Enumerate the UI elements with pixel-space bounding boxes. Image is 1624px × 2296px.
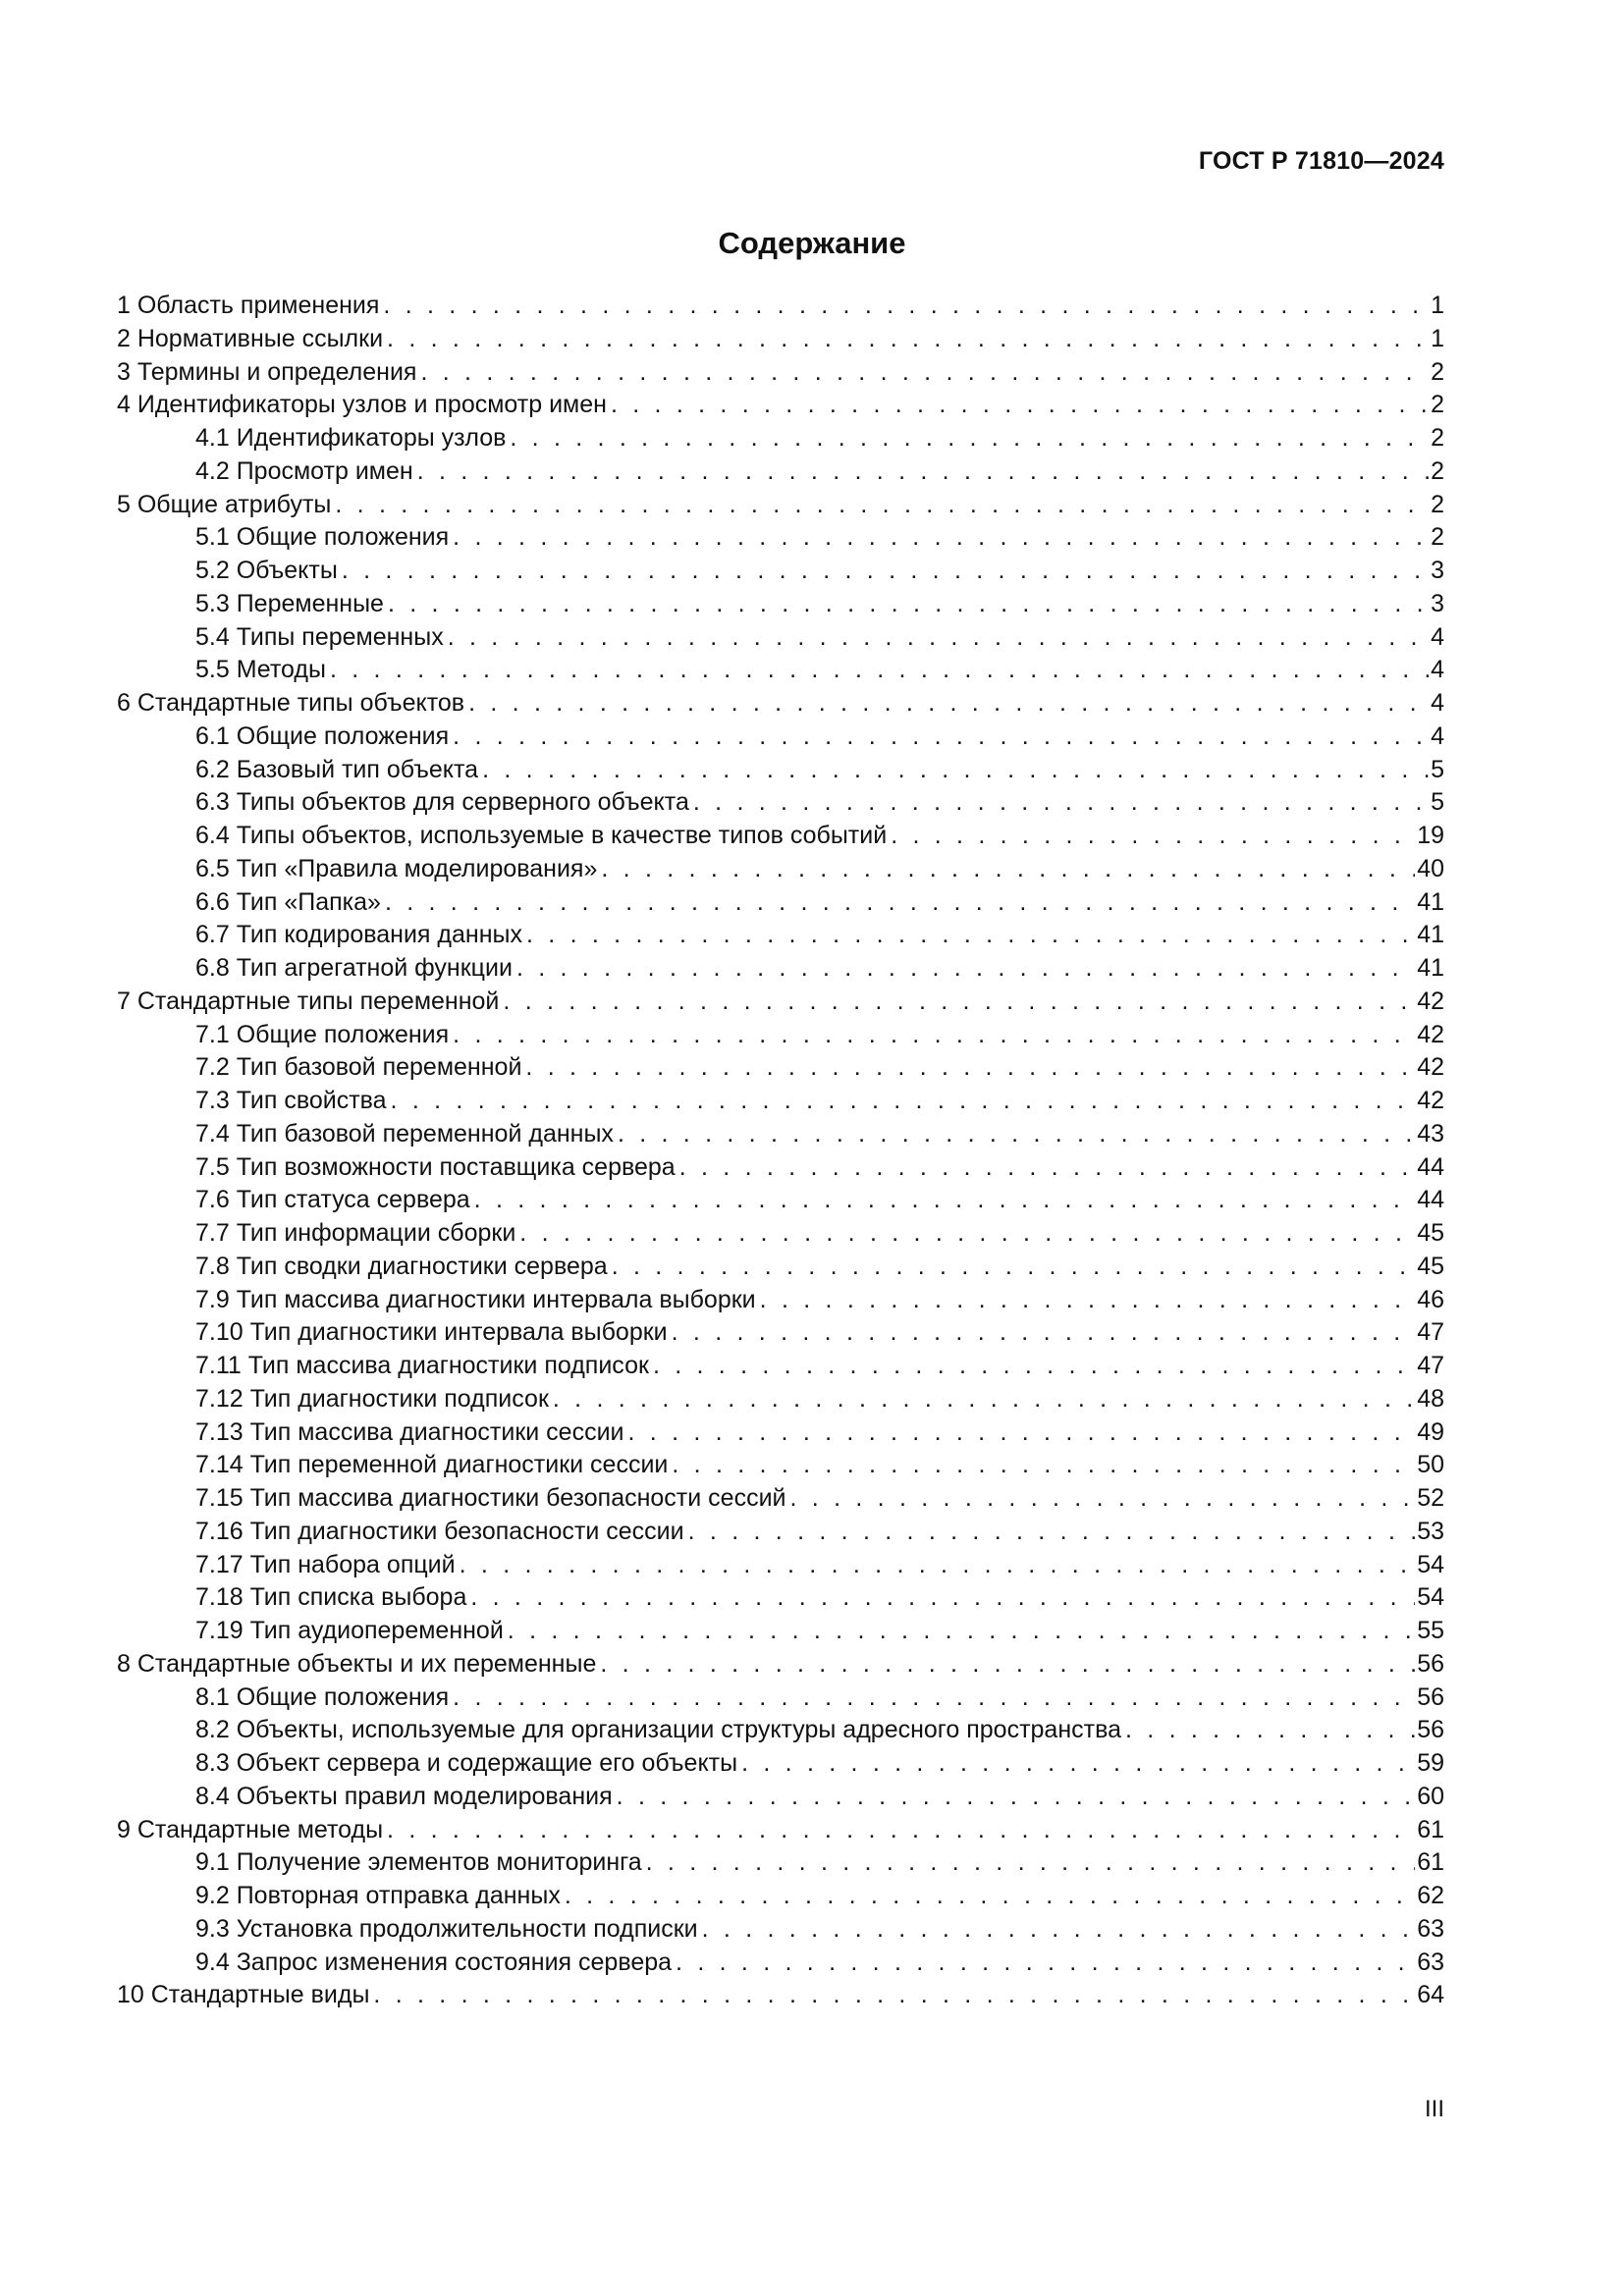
toc-dot-leader [453, 1019, 1415, 1052]
toc-dot-leader [693, 786, 1429, 820]
toc-dot-leader [387, 323, 1429, 356]
toc-entry-page: 2 [1431, 456, 1444, 485]
toc-entry-title: 7.11 Тип массива диагностики подписок [195, 1352, 649, 1379]
toc-dot-leader [688, 1516, 1416, 1549]
toc-entry [117, 1814, 1444, 1847]
toc-dot-leader [417, 455, 1429, 489]
toc-entry-title: 7 Стандартные типы переменной [117, 987, 500, 1015]
toc-entry-page: 47 [1417, 1352, 1444, 1379]
toc-entry-title: 7.14 Тип переменной диагностики сессии [195, 1451, 669, 1479]
toc-entry-title: 10 Стандартные виды [117, 1981, 370, 2009]
toc-entry-title: 4.2 Просмотр имен [195, 456, 413, 485]
toc-entry [117, 1151, 1444, 1185]
toc-dot-leader [474, 1184, 1416, 1217]
toc-entry [117, 919, 1444, 952]
toc-entry-page: 3 [1431, 589, 1444, 617]
toc-dot-leader [702, 1913, 1416, 1947]
toc-entry [117, 1184, 1444, 1217]
toc-entry [117, 1482, 1444, 1516]
toc-entry-page: 56 [1417, 1649, 1444, 1678]
toc-dot-leader [385, 886, 1415, 920]
toc-entry [117, 820, 1444, 853]
toc-entry-page: 48 [1417, 1384, 1444, 1413]
toc-entry [117, 1615, 1444, 1648]
toc-entry [117, 555, 1444, 588]
toc-entry-page: 49 [1417, 1417, 1444, 1446]
toc-dot-leader [565, 1880, 1415, 1913]
toc-dot-leader [741, 1747, 1415, 1781]
toc-dot-leader [460, 1549, 1416, 1582]
toc-dot-leader [676, 1947, 1415, 1980]
toc-entry [117, 886, 1444, 920]
toc-entry [117, 1682, 1444, 1715]
toc-dot-leader [335, 489, 1429, 522]
toc-dot-leader [453, 1682, 1415, 1715]
toc-dot-leader [1125, 1714, 1415, 1747]
toc-entry [117, 1880, 1444, 1913]
toc-entry-title: 6.3 Типы объектов для серверного объекта [195, 788, 689, 817]
toc-entry [117, 389, 1444, 422]
toc-dot-leader [373, 1979, 1415, 2012]
toc-dot-leader [618, 1118, 1415, 1151]
toc-entry-page: 4 [1431, 721, 1444, 750]
toc-dot-leader [601, 853, 1415, 886]
toc-dot-leader [891, 820, 1415, 853]
toc-dot-leader [600, 1648, 1415, 1682]
toc-entry [117, 1913, 1444, 1947]
toc-entry-title: 9.3 Установка продолжительности подписки [195, 1914, 698, 1943]
toc-dot-leader [790, 1482, 1416, 1516]
toc-dot-leader [448, 621, 1429, 655]
toc-dot-leader [470, 1581, 1415, 1615]
toc-title: Содержание [718, 226, 906, 260]
toc-entry-page: 19 [1417, 822, 1444, 849]
toc-entry-title: 7.18 Тип списка выбора [195, 1583, 467, 1612]
toc-entry-page: 56 [1417, 1682, 1444, 1711]
toc-entry-page: 2 [1431, 523, 1444, 552]
toc-entry [117, 1284, 1444, 1317]
toc-entry [117, 986, 1444, 1019]
toc-dot-leader [617, 1781, 1416, 1814]
toc-entry-title: 7.3 Тип свойства [195, 1087, 387, 1114]
toc-dot-leader [388, 588, 1429, 621]
page-number: III [1424, 2096, 1444, 2122]
toc-entry-title: 8.2 Объекты, используемые для организации структуры адресного пространства [195, 1716, 1121, 1744]
toc-entry-page: 54 [1417, 1550, 1444, 1578]
toc-entry-page: 62 [1417, 1882, 1444, 1909]
toc-entry [117, 1217, 1444, 1251]
toc-entry-title: 7.4 Тип базовой переменной данных [195, 1119, 614, 1148]
toc-entry [117, 1449, 1444, 1482]
toc-entry-title: 8.4 Объекты правил моделирования [195, 1782, 613, 1810]
toc-entry-page: 4 [1431, 656, 1444, 684]
toc-entry-page: 5 [1431, 755, 1444, 783]
toc-entry-title: 8.1 Общие положения [195, 1682, 450, 1711]
toc-entry-title: 4 Идентификаторы узлов и просмотр имен [117, 391, 607, 419]
toc-dot-leader [526, 919, 1415, 952]
table-of-contents [117, 290, 1444, 2012]
toc-entry-title: 7.17 Тип набора опций [195, 1550, 456, 1578]
toc-entry [117, 1118, 1444, 1151]
document-code: ГОСТ Р 71810—2024 [1198, 147, 1444, 175]
toc-entry-title: 5.4 Типы переменных [195, 622, 444, 651]
toc-entry-title: 7.2 Тип базовой переменной [195, 1053, 522, 1082]
toc-entry-title: 6.6 Тип «Папка» [195, 887, 381, 916]
toc-entry-title: 3 Термины и определения [117, 357, 417, 386]
toc-entry-page: 4 [1431, 622, 1444, 651]
toc-entry-page: 2 [1431, 357, 1444, 386]
toc-entry [117, 1747, 1444, 1781]
toc-entry-title: 7.15 Тип массива диагностики безопасности сессий [195, 1484, 786, 1512]
toc-entry-page: 1 [1431, 324, 1444, 352]
toc-dot-leader [391, 1085, 1416, 1118]
toc-dot-leader [383, 290, 1429, 323]
toc-entry [117, 588, 1444, 621]
toc-entry-title: 7.1 Общие положения [195, 1020, 450, 1048]
toc-entry-page: 5 [1431, 788, 1444, 817]
toc-entry [117, 721, 1444, 754]
toc-entry-title: 6.2 Базовый тип объекта [195, 755, 479, 783]
toc-entry-title: 7.5 Тип возможности поставщика сервера [195, 1152, 676, 1181]
toc-entry [117, 521, 1444, 555]
toc-entry-title: 7.16 Тип диагностики безопасности сессии [195, 1517, 684, 1545]
toc-entry-page: 41 [1417, 921, 1444, 949]
toc-entry-page: 46 [1417, 1285, 1444, 1313]
toc-entry [117, 1648, 1444, 1682]
toc-dot-leader [468, 687, 1429, 721]
toc-entry-page: 42 [1417, 987, 1444, 1015]
toc-entry-page: 54 [1417, 1583, 1444, 1612]
toc-entry-title: 1 Область применения [117, 292, 380, 319]
toc-entry [117, 654, 1444, 687]
toc-entry-title: 5.3 Переменные [195, 589, 384, 617]
toc-dot-leader [679, 1151, 1415, 1185]
toc-dot-leader [330, 654, 1429, 687]
toc-entry-title: 7.12 Тип диагностики подписок [195, 1384, 549, 1413]
toc-entry [117, 1085, 1444, 1118]
toc-entry [117, 952, 1444, 986]
toc-entry-title: 6.5 Тип «Правила моделирования» [195, 854, 598, 882]
toc-entry-page: 59 [1417, 1749, 1444, 1777]
toc-entry-page: 4 [1431, 689, 1444, 717]
toc-entry-title: 9.2 Повторная отправка данных [195, 1882, 561, 1909]
toc-entry [117, 1019, 1444, 1052]
toc-entry [117, 1947, 1444, 1980]
toc-entry [117, 1549, 1444, 1582]
toc-entry-page: 3 [1431, 557, 1444, 584]
toc-entry-page: 45 [1417, 1252, 1444, 1280]
toc-entry-title: 6.8 Тип агрегатной функции [195, 954, 513, 982]
toc-entry-title: 5.1 Общие положения [195, 523, 450, 552]
toc-dot-leader [612, 1251, 1416, 1284]
toc-entry [117, 1979, 1444, 2012]
toc-entry-page: 61 [1417, 1848, 1444, 1877]
toc-dot-leader [525, 1051, 1415, 1085]
toc-entry-page: 42 [1417, 1020, 1444, 1048]
toc-entry-page: 41 [1417, 887, 1444, 916]
toc-entry [117, 1350, 1444, 1383]
toc-dot-leader [453, 521, 1429, 555]
toc-entry-page: 43 [1417, 1119, 1444, 1148]
toc-entry-title: 6.7 Тип кодирования данных [195, 921, 522, 949]
toc-entry-title: 7.7 Тип информации сборки [195, 1219, 516, 1247]
toc-entry [117, 1781, 1444, 1814]
toc-entry-page: 50 [1417, 1451, 1444, 1479]
toc-entry-title: 7.9 Тип массива диагностики интервала выборки [195, 1285, 756, 1313]
toc-entry-page: 47 [1417, 1318, 1444, 1347]
toc-dot-leader [672, 1449, 1415, 1482]
toc-entry-page: 42 [1417, 1087, 1444, 1114]
toc-entry-page: 2 [1431, 424, 1444, 452]
toc-entry [117, 687, 1444, 721]
toc-entry-page: 55 [1417, 1617, 1444, 1644]
toc-entry-title: 2 Нормативные ссылки [117, 324, 384, 352]
toc-entry [117, 290, 1444, 323]
toc-entry-title: 7.10 Тип диагностики интервала выборки [195, 1318, 668, 1347]
toc-entry [117, 1714, 1444, 1747]
toc-entry-page: 42 [1417, 1053, 1444, 1082]
toc-entry-title: 9.1 Получение элементов мониторинга [195, 1848, 642, 1877]
toc-entry-page: 41 [1417, 954, 1444, 982]
toc-entry-title: 6 Стандартные типы объектов [117, 689, 465, 717]
toc-entry-page: 53 [1417, 1517, 1444, 1545]
toc-dot-leader [453, 721, 1429, 754]
toc-dot-leader [510, 422, 1429, 455]
toc-entry-title: 8.3 Объект сервера и содержащие его объекты [195, 1749, 738, 1777]
toc-entry-title: 6.4 Типы объектов, используемые в качестве типов событий [195, 822, 888, 849]
toc-entry-title: 5 Общие атрибуты [117, 490, 332, 518]
toc-entry-page: 40 [1417, 854, 1444, 882]
toc-entry-title: 7.8 Тип сводки диагностики сервера [195, 1252, 608, 1280]
toc-entry [117, 1416, 1444, 1450]
toc-dot-leader [342, 555, 1429, 588]
toc-entry [117, 1251, 1444, 1284]
toc-entry-page: 1 [1431, 292, 1444, 319]
toc-entry-page: 45 [1417, 1219, 1444, 1247]
toc-dot-leader [516, 952, 1415, 986]
toc-dot-leader [553, 1383, 1415, 1416]
toc-dot-leader [482, 754, 1429, 787]
toc-entry-page: 52 [1417, 1484, 1444, 1512]
toc-entry [117, 853, 1444, 886]
toc-entry-title: 4.1 Идентификаторы узлов [195, 424, 507, 452]
toc-entry-page: 63 [1417, 1914, 1444, 1943]
toc-dot-leader [420, 356, 1429, 390]
toc-entry-page: 2 [1431, 490, 1444, 518]
toc-entry [117, 1516, 1444, 1549]
toc-dot-leader [760, 1284, 1416, 1317]
toc-entry [117, 356, 1444, 390]
toc-dot-leader [503, 986, 1415, 1019]
toc-entry [117, 489, 1444, 522]
toc-entry-page: 61 [1417, 1815, 1444, 1843]
toc-entry [117, 1581, 1444, 1615]
toc-entry [117, 786, 1444, 820]
toc-entry-title: 5.5 Методы [195, 656, 326, 684]
toc-dot-leader [611, 389, 1429, 422]
toc-entry-page: 63 [1417, 1948, 1444, 1976]
toc-entry [117, 1846, 1444, 1880]
toc-entry-page: 44 [1417, 1186, 1444, 1214]
toc-dot-leader [519, 1217, 1415, 1251]
toc-entry-title: 7.19 Тип аудиопеременной [195, 1617, 504, 1644]
toc-entry-page: 64 [1417, 1981, 1444, 2009]
toc-entry [117, 621, 1444, 655]
toc-entry-title: 9 Стандартные методы [117, 1815, 384, 1843]
toc-entry-title: 7.13 Тип массива диагностики сессии [195, 1417, 624, 1446]
toc-entry [117, 754, 1444, 787]
toc-dot-leader [672, 1316, 1416, 1350]
toc-entry [117, 1383, 1444, 1416]
toc-entry [117, 422, 1444, 455]
toc-entry-page: 2 [1431, 391, 1444, 419]
toc-entry-page: 44 [1417, 1152, 1444, 1181]
toc-entry-title: 8 Стандартные объекты и их переменные [117, 1649, 597, 1678]
toc-entry-page: 56 [1417, 1716, 1444, 1744]
toc-dot-leader [653, 1350, 1415, 1383]
toc-entry-title: 5.2 Объекты [195, 557, 338, 584]
toc-entry-title: 9.4 Запрос изменения состояния сервера [195, 1948, 673, 1976]
toc-entry [117, 1316, 1444, 1350]
toc-dot-leader [508, 1615, 1415, 1648]
toc-entry [117, 323, 1444, 356]
toc-entry [117, 455, 1444, 489]
toc-dot-leader [628, 1416, 1416, 1450]
toc-entry-title: 7.6 Тип статуса сервера [195, 1186, 470, 1214]
toc-entry [117, 1051, 1444, 1085]
toc-entry-page: 60 [1417, 1782, 1444, 1810]
toc-dot-leader [387, 1814, 1415, 1847]
toc-entry-title: 6.1 Общие положения [195, 721, 450, 750]
toc-dot-leader [646, 1846, 1416, 1880]
